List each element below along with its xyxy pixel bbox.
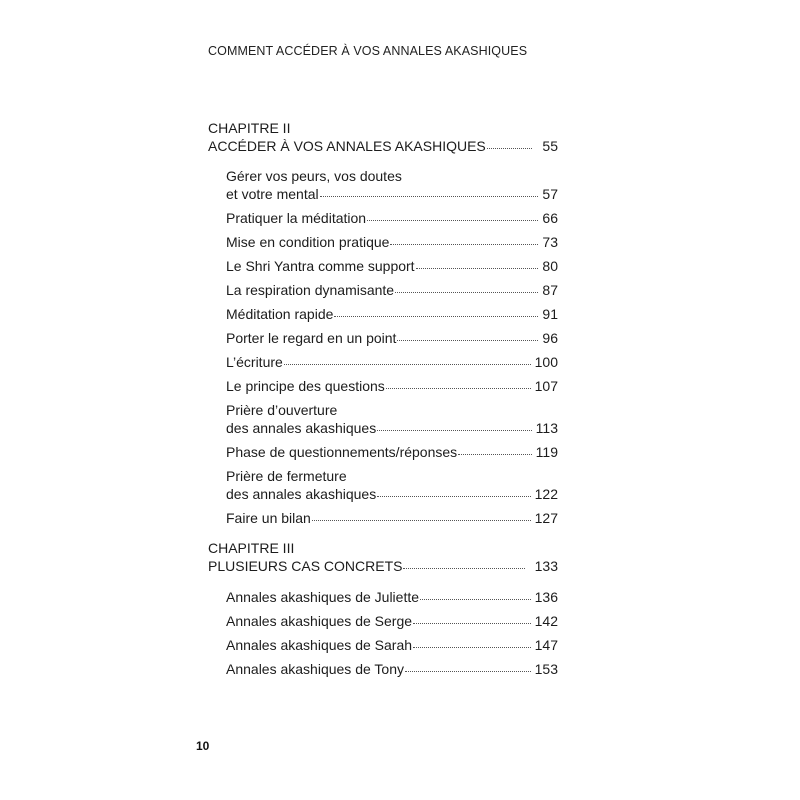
toc-entry-title: Annales akashiques de Juliette (226, 589, 420, 605)
page-number: 153 (534, 661, 558, 677)
toc-entry[interactable] (226, 378, 558, 394)
leader-dots (403, 567, 524, 569)
toc-entry-title: Méditation rapide (226, 306, 334, 322)
leader-dots (312, 519, 531, 521)
page-number: 87 (542, 282, 558, 298)
toc-entry-title: Le principe des questions (226, 378, 385, 394)
toc-entry[interactable] (226, 210, 558, 226)
toc-entry-line1: Gérer vos peurs, vos doutes (226, 168, 402, 184)
toc-entry[interactable] (226, 510, 558, 526)
toc-entry-title: Phase de questionnements/réponses (226, 444, 458, 460)
page-number: 142 (534, 613, 558, 629)
page-number: 91 (542, 306, 558, 322)
page-number: 133 (534, 558, 558, 574)
leader-dots (487, 147, 533, 149)
toc-entry[interactable] (226, 444, 558, 460)
toc-entry-title: Faire un bilan (226, 510, 311, 526)
toc-entry[interactable] (226, 282, 558, 298)
toc-entry[interactable] (226, 661, 558, 677)
page-number: 119 (535, 444, 558, 460)
toc-entry[interactable] (226, 330, 558, 346)
toc-entry-title: La respiration dynamisante (226, 282, 395, 298)
toc-entry[interactable] (226, 186, 558, 202)
chapter-label: CHAPITRE II (208, 120, 291, 136)
chapter-title-line[interactable] (208, 138, 558, 154)
toc-entry[interactable] (226, 354, 558, 370)
page-number: 122 (534, 486, 558, 502)
chapter-title-line[interactable] (208, 558, 558, 574)
leader-dots (367, 219, 538, 221)
toc-entry-title: Pratiquer la méditation (226, 210, 367, 226)
leader-dots (320, 195, 539, 197)
page-number: 55 (542, 138, 558, 154)
toc-entry-title: Mise en condition pratique (226, 234, 390, 250)
toc-entry-title: des annales akashiques (226, 420, 377, 436)
leader-dots (386, 387, 531, 389)
page-number: 136 (534, 589, 558, 605)
leader-dots (377, 429, 531, 431)
toc-entry[interactable] (226, 589, 558, 605)
leader-dots (334, 315, 538, 317)
page-number: 107 (534, 378, 558, 394)
leader-dots (390, 243, 538, 245)
toc-entry[interactable] (226, 306, 558, 322)
toc-entry-title: L’écriture (226, 354, 283, 370)
toc-entry[interactable] (226, 420, 558, 436)
leader-dots (413, 622, 531, 624)
leader-dots (395, 291, 538, 293)
toc-entry-line1: Prière de fermeture (226, 468, 347, 484)
page-number: 100 (534, 354, 558, 370)
running-head: COMMENT ACCÉDER À VOS ANNALES AKASHIQUES (208, 44, 528, 58)
page-number: 57 (542, 186, 558, 202)
page-number: 147 (534, 637, 558, 653)
chapter-label: CHAPITRE III (208, 540, 295, 556)
toc-entry-title: Annales akashiques de Tony (226, 661, 404, 677)
leader-dots (458, 453, 532, 455)
toc-entry-title: Annales akashiques de Serge (226, 613, 413, 629)
leader-dots (413, 646, 531, 648)
toc-entry-title: Porter le regard en un point (226, 330, 397, 346)
chapter-title: PLUSIEURS CAS CONCRETS (208, 558, 403, 574)
leader-dots (405, 670, 531, 672)
page-number: 96 (542, 330, 558, 346)
toc-entry[interactable] (226, 637, 558, 653)
page-number: 113 (535, 420, 558, 436)
toc-entry-title: et votre mental (226, 186, 319, 202)
chapter-title: ACCÉDER À VOS ANNALES AKASHIQUES (208, 138, 486, 154)
toc-entry-title: des annales akashiques (226, 486, 377, 502)
leader-dots (284, 363, 531, 365)
page-number: 80 (542, 258, 558, 274)
leader-dots (397, 339, 538, 341)
leader-dots (416, 267, 539, 269)
toc-entry[interactable] (226, 258, 558, 274)
page-number: 127 (534, 510, 558, 526)
leader-dots (420, 598, 531, 600)
page-number: 73 (542, 234, 558, 250)
toc-entry[interactable] (226, 613, 558, 629)
toc-entry-line1: Prière d’ouverture (226, 402, 338, 418)
page-folio: 10 (196, 739, 210, 753)
leader-dots (377, 495, 530, 497)
toc-entry[interactable] (226, 486, 558, 502)
toc-entry-title: Annales akashiques de Sarah (226, 637, 413, 653)
toc-entry[interactable] (226, 234, 558, 250)
page-number: 66 (542, 210, 558, 226)
toc-entry-title: Le Shri Yantra comme support (226, 258, 415, 274)
